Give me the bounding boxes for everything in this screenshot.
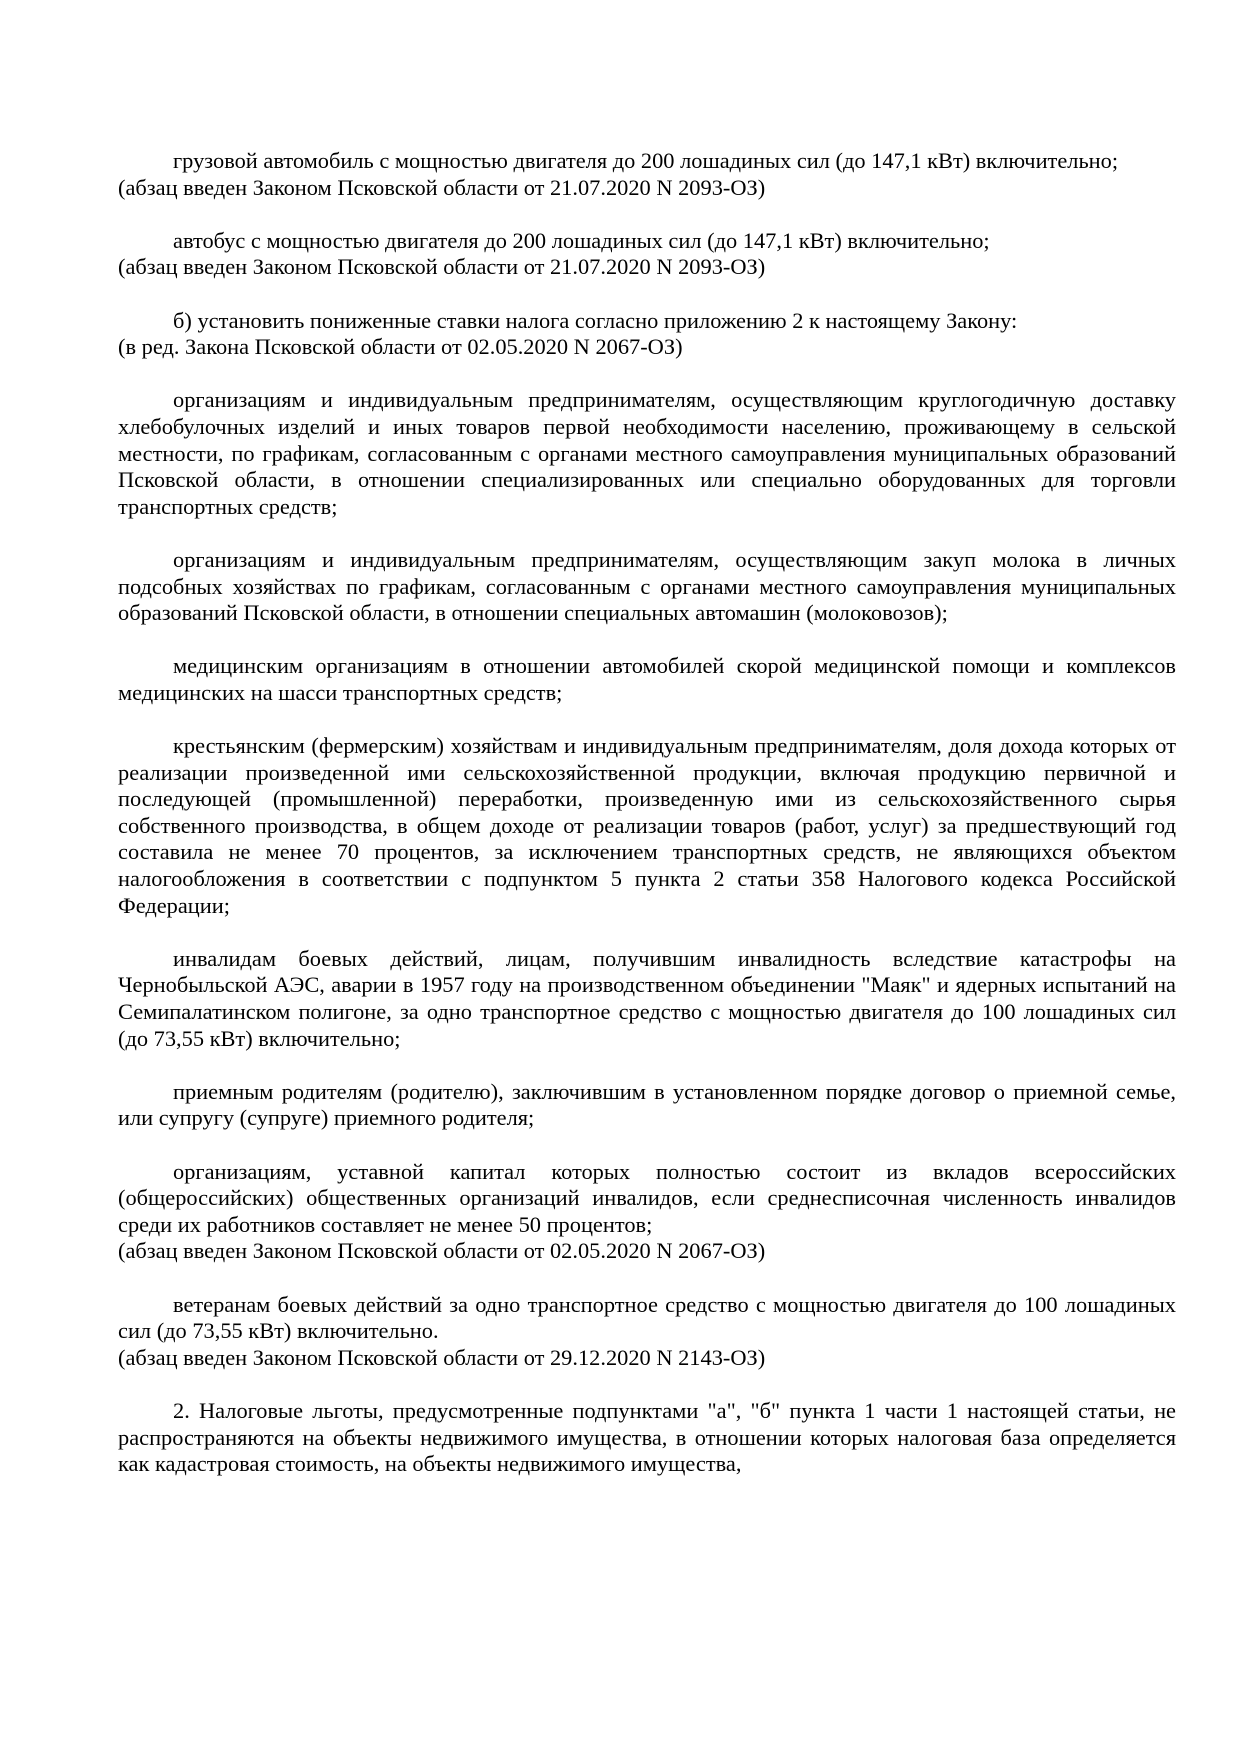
amendment-note: (абзац введен Законом Псковской области от 21.07.2020 N 2093-ОЗ) <box>118 174 766 200</box>
paragraph-milk-collection <box>118 547 1176 627</box>
amendment-note: (абзац введен Законом Псковской области от 02.05.2020 N 2067-ОЗ) <box>118 1238 766 1264</box>
paragraph-text: организациям, уставной капитал которых полностью состоит из вкладов всероссийских (общероссийских) общественных организаций инвалидов, если среднесписочная численность инвалидов среди их работников составляет не менее 50 процентов; <box>118 1158 1176 1237</box>
paragraph-medical <box>118 653 1176 706</box>
paragraph-text: б) установить пониженные ставки налога согласно приложению 2 к настоящему Закону: <box>173 307 1018 333</box>
paragraph-farmers <box>118 733 1176 919</box>
paragraph-truck <box>118 148 1176 201</box>
amendment-note: (абзац введен Законом Псковской области от 21.07.2020 N 2093-ОЗ) <box>118 254 766 280</box>
amendment-note: (в ред. Закона Псковской области от 02.05.2020 N 2067-ОЗ) <box>118 334 683 360</box>
paragraph-bread-delivery <box>118 387 1176 520</box>
paragraph-combat-veterans <box>118 1292 1176 1372</box>
paragraph-section-2 <box>118 1398 1176 1478</box>
paragraph-text: приемным родителям (родителю), заключившим в установленном порядке договор о приемной семье, или супругу (супруге) приемного родителя; <box>118 1078 1176 1131</box>
document-page <box>118 148 1176 1504</box>
paragraph-text: организациям и индивидуальным предпринимателям, осуществляющим закуп молока в личных подсобных хозяйствах по графикам, согласованным с органами местного самоуправления муниципальных образований Псковской области, в отношении специальных автомашин (молоковозов); <box>118 546 1176 626</box>
paragraph-text: грузовой автомобиль с мощностью двигателя до 200 лошадиных сил (до 147,1 кВт) включительно; <box>173 148 1119 173</box>
paragraph-text: 2. Налоговые льготы, предусмотренные подпунктами "а", "б" пункта 1 части 1 настоящей статьи, не распространяются на объекты недвижимого имущества, в отношении которых налоговая база определяется как кадастровая стоимость, на объекты недвижимого имущества, <box>118 1397 1176 1477</box>
paragraph-bus <box>118 228 1176 281</box>
paragraph-foster-parents <box>118 1079 1176 1132</box>
paragraph-disabled-combat <box>118 946 1176 1052</box>
paragraph-text: ветеранам боевых действий за одно транспортное средство с мощностью двигателя до 100 лошадиных сил (до 73,55 кВт) включительно. <box>118 1291 1176 1344</box>
paragraph-text: организациям и индивидуальным предпринимателям, осуществляющим круглогодичную доставку хлебобулочных изделий и иных товаров первой необходимости населению, проживающему в сельской местности, по графикам, согласованным с органами местного самоуправления муниципальных образований Псковской области, в отношении специализированных или специально оборудованных для торговли транспортных средств; <box>118 387 1176 519</box>
paragraph-reduced-rates <box>118 308 1176 361</box>
paragraph-text: медицинским организациям в отношении автомобилей скорой медицинской помощи и комплексов медицинских на шасси транспортных средств; <box>118 653 1176 705</box>
paragraph-text: автобус с мощностью двигателя до 200 лошадиных сил (до 147,1 кВт) включительно; <box>173 227 990 253</box>
paragraph-text: инвалидам боевых действий, лицам, получившим инвалидность вследствие катастрофы на Чернобыльской АЭС, аварии в 1957 году на производственном объединении "Маяк" и ядерных испытаний на Семипалатинском полигоне, за одно транспортное средство с мощностью двигателя до 100 лошадиных сил (до 73,55 кВт) включительно; <box>118 945 1176 1051</box>
amendment-note: (абзац введен Законом Псковской области от 29.12.2020 N 2143-ОЗ) <box>118 1344 766 1370</box>
paragraph-disabled-organizations <box>118 1159 1176 1265</box>
paragraph-text: крестьянским (фермерским) хозяйствам и индивидуальным предпринимателям, доля дохода которых от реализации произведенной ими сельскохозяйственной продукции, включая продукцию первичной и последующей (промышленной) переработки, произведенную ими из сельскохозяйственного сырья собственного производства, в общем доходе от реализации товаров (работ, услуг) за предшествующий год составила не менее 70 процентов, за исключением транспортных средств, не являющихся объектом налогообложения в соответствии с подпунктом 5 пункта 2 статьи 358 Налогового кодекса Российской Федерации; <box>118 733 1176 918</box>
